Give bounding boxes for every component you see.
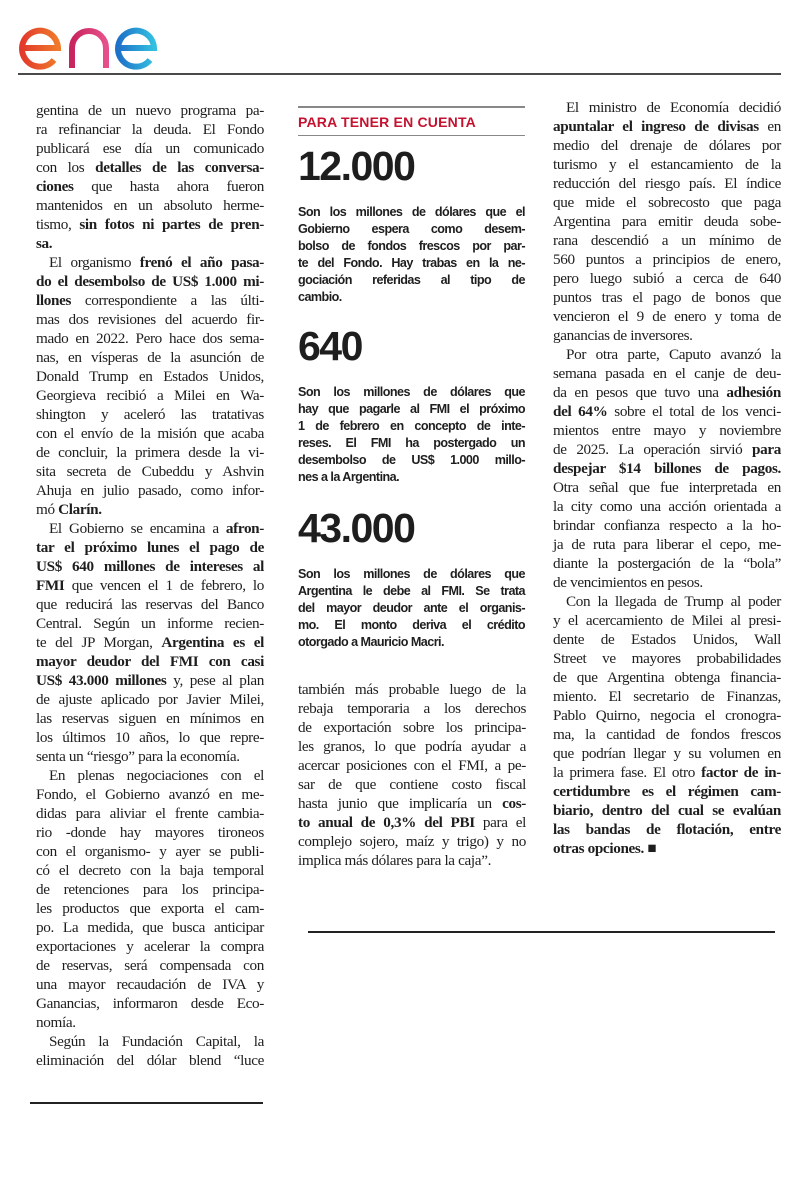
bold-text: llones	[36, 292, 72, 309]
text-run: gentina de un nuevo programa pa-	[36, 102, 264, 119]
fact-text-line: Son los millones de dólares que	[298, 567, 525, 581]
text-line	[553, 307, 781, 326]
text-line	[36, 690, 264, 709]
fact-text-line: otorgado a Mauricio Macri.	[298, 635, 444, 649]
text-run: que reducirá las reservas del Banco	[36, 596, 264, 613]
bold-text: cos-	[502, 795, 526, 812]
text-run: complejo sojero, maíz y trigo) y no	[298, 833, 526, 850]
fact-text-line: gociación referidas al tipo de	[298, 273, 525, 287]
text-run: miento. El secretario de Finanzas,	[553, 688, 781, 705]
text-line	[36, 462, 264, 481]
text-run: puntos tras el pago de bonos que	[553, 289, 781, 306]
text-line	[553, 345, 781, 364]
text-run: Ganancias, informaron desde Eco-	[36, 995, 264, 1012]
text-line	[553, 763, 781, 782]
text-run: 560 puntos a principios de enero,	[553, 251, 781, 268]
text-line	[298, 794, 526, 813]
text-run: les productos que exporta el cam-	[36, 900, 264, 917]
text-run: una mayor recaudación de IVA y	[36, 976, 264, 993]
text-run: les granos, lo que podría ayudar a	[298, 738, 526, 755]
text-line	[36, 861, 264, 880]
text-line	[36, 785, 264, 804]
text-line	[298, 813, 526, 832]
text-line	[36, 405, 264, 424]
text-run: Ahuja en julio pasado, como infor-	[36, 482, 264, 499]
text-run: senta un “riesgo” para la economía.	[36, 748, 240, 765]
text-run: Donald Trump en Estados Unidos,	[36, 368, 264, 385]
text-run: Por otra parte, Caputo avanzó la	[566, 346, 781, 363]
text-line	[36, 1051, 264, 1070]
box-kicker-rule	[298, 135, 525, 136]
text-line	[36, 595, 264, 614]
text-line	[553, 573, 781, 592]
bold-text: US$ 640 millones de intereses al	[36, 558, 264, 575]
text-run: de que Argentina obtenga financia-	[553, 669, 781, 686]
text-run: didas para aliviar el frente cambia-	[36, 805, 264, 822]
text-run: la city como una acción orientada a	[553, 498, 781, 515]
fact-number: 12.000	[298, 143, 415, 189]
bold-text: US$ 43.000 millones	[36, 672, 167, 689]
text-run: sita secreta de Cubeddu y Ashvin	[36, 463, 264, 480]
text-line	[36, 120, 264, 139]
text-run: acercar posiciones con el FMI, a pe-	[298, 757, 526, 774]
text-run: Street ve mayores probabilidades	[553, 650, 781, 667]
text-line	[553, 117, 781, 136]
text-line	[36, 272, 264, 291]
text-run: y el acercamiento de Milei al presi-	[553, 612, 781, 629]
text-run: que hasta ahora fueron	[73, 178, 264, 195]
text-run: y, pese al plan	[166, 672, 264, 689]
bold-text: factor de in-	[701, 764, 781, 781]
bold-text: despejar $14 billones de pagos.	[553, 460, 781, 477]
text-line	[553, 497, 781, 516]
text-run: ganancias de inversores.	[553, 327, 693, 344]
text-run: correspondiente a las últi-	[71, 292, 264, 309]
text-run: las reservas siguen en mínimos en	[36, 710, 264, 727]
text-line	[553, 421, 781, 440]
text-run: Con la llegada de Trump al poder	[566, 593, 781, 610]
text-run: los últimos 10 años, lo que repre-	[36, 729, 264, 746]
text-run: ja de ruta para liberar el cepo, me-	[553, 536, 781, 553]
fact-description	[298, 566, 525, 651]
fact-text-line: Argentina le debe al FMI. Se trata	[298, 584, 525, 598]
text-line	[553, 231, 781, 250]
text-run: con el organismo- y ayer se publi-	[36, 843, 264, 860]
text-line	[553, 364, 781, 383]
text-line	[553, 801, 781, 820]
text-run: Argentina para emitir deuda sobe-	[553, 213, 781, 230]
text-run: Otra señal que fue interpretada en	[553, 479, 781, 496]
text-run: que podrían llegar y su volumen en	[553, 745, 781, 762]
text-run: la primera fase. El otro	[553, 764, 702, 781]
text-run: medio del drenaje de dólares por	[553, 137, 781, 154]
text-line	[36, 937, 264, 956]
box-kicker: PARA TENER EN CUENTA	[298, 114, 476, 130]
text-line	[36, 633, 264, 652]
text-line	[553, 630, 781, 649]
text-run: de exportación sobre los principa-	[298, 719, 526, 736]
text-run: po. La medida, que busca anticipar	[36, 919, 264, 936]
text-line	[553, 174, 781, 193]
fact-text-line: del mayor deudor ante el organis-	[298, 601, 525, 615]
text-line	[298, 737, 526, 756]
text-line	[36, 234, 264, 253]
text-run: tismo,	[36, 216, 80, 233]
text-line	[553, 706, 781, 725]
text-line	[36, 804, 264, 823]
fact-text-line: reses. El FMI ha postergado un	[298, 436, 525, 450]
text-line	[298, 680, 526, 699]
text-line	[36, 747, 264, 766]
bold-text: sa.	[36, 235, 53, 252]
bold-text: afron-	[225, 520, 264, 537]
text-line	[553, 288, 781, 307]
text-line	[298, 756, 526, 775]
bold-text: Clarín.	[58, 501, 102, 518]
text-run: mientos entre mayo y noviembre	[553, 422, 781, 439]
text-run: ma, la cantidad de fondos frescos	[553, 726, 781, 743]
text-line	[36, 994, 264, 1013]
text-line	[36, 443, 264, 462]
text-run: te del JP Morgan,	[36, 634, 162, 651]
text-run: vencieron el 9 de enero y toma de	[553, 308, 781, 325]
text-line	[36, 139, 264, 158]
fact-text-line: Son los millones de dólares que el	[298, 205, 525, 219]
text-line	[36, 709, 264, 728]
fact-text-line: nes a la Argentina.	[298, 470, 400, 484]
fact-text-line: mo. El monto deriva el crédito	[298, 618, 525, 632]
text-line	[36, 728, 264, 747]
text-run: brindar confianza respecto a la ho-	[553, 517, 781, 534]
bold-text: otras opciones.	[553, 840, 644, 857]
bold-text: certidumbre es el régimen cam-	[553, 783, 781, 800]
text-run: shington y aceleró las tratativas	[36, 406, 264, 423]
text-run: En plenas negociaciones con el	[49, 767, 264, 784]
text-line	[36, 177, 264, 196]
text-line	[36, 386, 264, 405]
text-line	[36, 481, 264, 500]
text-line	[553, 478, 781, 497]
text-run: mado en 2022. Pero hace dos sema-	[36, 330, 264, 347]
text-run: con el envío de la misión que acaba	[36, 425, 264, 442]
text-line	[36, 918, 264, 937]
text-line	[553, 440, 781, 459]
text-line	[553, 535, 781, 554]
text-line	[36, 576, 264, 595]
bold-text: sin fotos ni partes de pren-	[79, 216, 264, 233]
text-line	[36, 424, 264, 443]
text-run: publicará ese día un comunicado	[36, 140, 264, 157]
fact-number: 43.000	[298, 505, 415, 551]
text-line	[298, 718, 526, 737]
text-run: rebaja temporaria a los derechos	[298, 700, 526, 717]
text-line	[36, 899, 264, 918]
text-run: de reservas, será compensada con	[36, 957, 264, 974]
text-line	[553, 250, 781, 269]
text-line	[36, 614, 264, 633]
fact-text-line: Son los millones de dólares que	[298, 385, 525, 399]
text-run: có el decreto con la baja temporal	[36, 862, 264, 879]
text-line	[36, 652, 264, 671]
text-line	[553, 687, 781, 706]
fact-description	[298, 384, 525, 486]
bold-text: biario, dentro del cual se evalúan	[553, 802, 781, 819]
article-column-2	[298, 680, 526, 870]
text-run: mantenidos en un absoluto herme-	[36, 197, 264, 214]
fact-text-line: te del Fondo. Hay trabas en la ne-	[298, 256, 525, 270]
text-line	[36, 880, 264, 899]
text-run: de 2025. La operación sirvió	[553, 441, 753, 458]
text-run: también más probable luego de la	[298, 681, 526, 698]
text-line	[553, 136, 781, 155]
text-line	[36, 196, 264, 215]
text-line	[36, 215, 264, 234]
text-run: que vencen el 1 de febrero, lo	[64, 577, 264, 594]
text-line	[553, 725, 781, 744]
text-line	[553, 402, 781, 421]
text-run: de concluir, la primera desde la vi-	[36, 444, 264, 461]
text-line	[298, 832, 526, 851]
article-column-3	[553, 98, 781, 858]
text-line	[36, 158, 264, 177]
text-line	[553, 820, 781, 839]
text-line	[36, 671, 264, 690]
text-line	[553, 744, 781, 763]
text-line	[298, 775, 526, 794]
text-run: Según la Fundación Capital, la	[49, 1033, 264, 1050]
bold-text: to anual de 0,3% del PBI	[298, 814, 475, 831]
fact-description	[298, 204, 525, 306]
text-run: El Gobierno se encamina a	[49, 520, 226, 537]
fact-text-line: hay que pagarle al FMI el próximo	[298, 402, 525, 416]
column-2-bottom-rule	[308, 931, 775, 933]
text-run: ■	[643, 840, 657, 857]
text-line	[298, 699, 526, 718]
text-line	[553, 98, 781, 117]
text-run: mó	[36, 501, 59, 518]
text-line	[553, 516, 781, 535]
text-line	[553, 383, 781, 402]
bold-text: Argentina es el	[161, 634, 264, 651]
text-run: Pablo Quirno, negocia el cronogra-	[553, 707, 781, 724]
text-run: que mide el sobrecosto que paga	[553, 194, 781, 211]
text-line	[553, 459, 781, 478]
text-run: El ministro de Economía decidió	[566, 99, 781, 116]
fact-text-line: 1 de febrero en concepto de inte-	[298, 419, 525, 433]
text-run: Fondo, el Gobierno avanzó en me-	[36, 786, 264, 803]
fact-number: 640	[298, 323, 362, 369]
text-line	[36, 291, 264, 310]
text-line	[36, 823, 264, 842]
fact-text-line: desembolso de US$ 1.000 millo-	[298, 453, 525, 467]
text-line	[36, 956, 264, 975]
text-run: diante la postergación de la “bola”	[553, 555, 781, 572]
text-line	[36, 766, 264, 785]
text-run: exportaciones y acelerar la compra	[36, 938, 264, 955]
text-run: reducción del riesgo país. El índice	[553, 175, 781, 192]
column-1-bottom-rule	[30, 1102, 263, 1104]
bold-text: detalles de las conversa-	[95, 159, 264, 176]
text-line	[553, 782, 781, 801]
text-run: nomía.	[36, 1014, 76, 1031]
text-run: semana pasada en el canje de deu-	[553, 365, 781, 382]
text-run: de vencimientos en pesos.	[553, 574, 703, 591]
text-run: hasta junio que implicaría un	[298, 795, 503, 812]
text-line	[553, 592, 781, 611]
text-run: mas dos revisiones del acuerdo fir-	[36, 311, 264, 328]
text-line	[36, 975, 264, 994]
text-run: turismo y el estancamiento de la	[553, 156, 781, 173]
text-run: El organismo	[49, 254, 140, 271]
text-line	[36, 500, 264, 519]
text-line	[36, 348, 264, 367]
text-run: da en pesos que tuvo una	[553, 384, 727, 401]
bold-text: FMI	[36, 577, 65, 594]
text-line	[298, 851, 526, 870]
text-line	[36, 1032, 264, 1051]
logo-letter-e2	[118, 31, 154, 67]
text-line	[36, 310, 264, 329]
text-line	[36, 538, 264, 557]
text-line	[553, 193, 781, 212]
text-line	[36, 101, 264, 120]
text-line	[36, 253, 264, 272]
text-run: sar de que contiene costo fiscal	[298, 776, 526, 793]
bold-text: para	[752, 441, 781, 458]
text-line	[553, 554, 781, 573]
text-line	[36, 1013, 264, 1032]
text-run: ra refinanciar la deuda. El Fondo	[36, 121, 264, 138]
text-line	[553, 326, 781, 345]
text-line	[553, 155, 781, 174]
text-run: dente de Estados Unidos, Wall	[553, 631, 781, 648]
fact-text-line: cambio.	[298, 290, 342, 304]
logo-letter-e	[22, 31, 58, 67]
bold-text: apuntalar el ingreso de divisas	[553, 118, 759, 135]
logo-letter-n	[72, 31, 106, 68]
text-run: implica más dólares para la caja”.	[298, 852, 492, 869]
text-line	[36, 557, 264, 576]
enel-logo	[14, 6, 174, 70]
text-run: sobre el total de los venci-	[607, 403, 781, 420]
header-rule	[18, 73, 781, 75]
text-run: para el	[474, 814, 526, 831]
text-run: de retenciones para los principa-	[36, 881, 264, 898]
fact-text-line: bolso de fondos frescos por par-	[298, 239, 525, 253]
text-run: rana descendió a un mínimo de	[553, 232, 781, 249]
bold-text: frenó el año pasa-	[139, 254, 264, 271]
text-line	[553, 839, 781, 858]
text-run: Georgieva recibió a Milei en Wa-	[36, 387, 264, 404]
article-column-1	[36, 101, 264, 1070]
bold-text: adhesión	[726, 384, 781, 401]
text-line	[36, 367, 264, 386]
text-run: pero luego subió a cerca de 640	[553, 270, 781, 287]
bold-text: mayor deudor del FMI con casi	[36, 653, 264, 670]
text-line	[36, 842, 264, 861]
text-run: en	[758, 118, 781, 135]
text-run: eliminación del dólar blend “luce	[36, 1052, 264, 1069]
bold-text: ciones	[36, 178, 74, 195]
bold-text: las bandas de flotación, entre	[553, 821, 781, 838]
text-run: Central. Según un informe recien-	[36, 615, 264, 632]
text-line	[553, 649, 781, 668]
sidebar-box	[298, 106, 525, 651]
text-run: nas, en vísperas de la asunción de	[36, 349, 264, 366]
text-line	[36, 329, 264, 348]
text-run: de ajuste aplicado por Javier Milei,	[36, 691, 264, 708]
bold-text: del 64%	[553, 403, 608, 420]
bold-text: do el desembolso de US$ 1.000 mi-	[36, 273, 264, 290]
text-line	[553, 611, 781, 630]
text-line	[553, 269, 781, 288]
text-line	[553, 212, 781, 231]
fact-text-line: Gobierno espera como desem-	[298, 222, 525, 236]
text-line	[553, 668, 781, 687]
text-run: rio -donde hay mayores tironeos	[36, 824, 264, 841]
text-run: con los	[36, 159, 96, 176]
text-line	[36, 519, 264, 538]
bold-text: tar el próximo lunes el pago de	[36, 539, 264, 556]
